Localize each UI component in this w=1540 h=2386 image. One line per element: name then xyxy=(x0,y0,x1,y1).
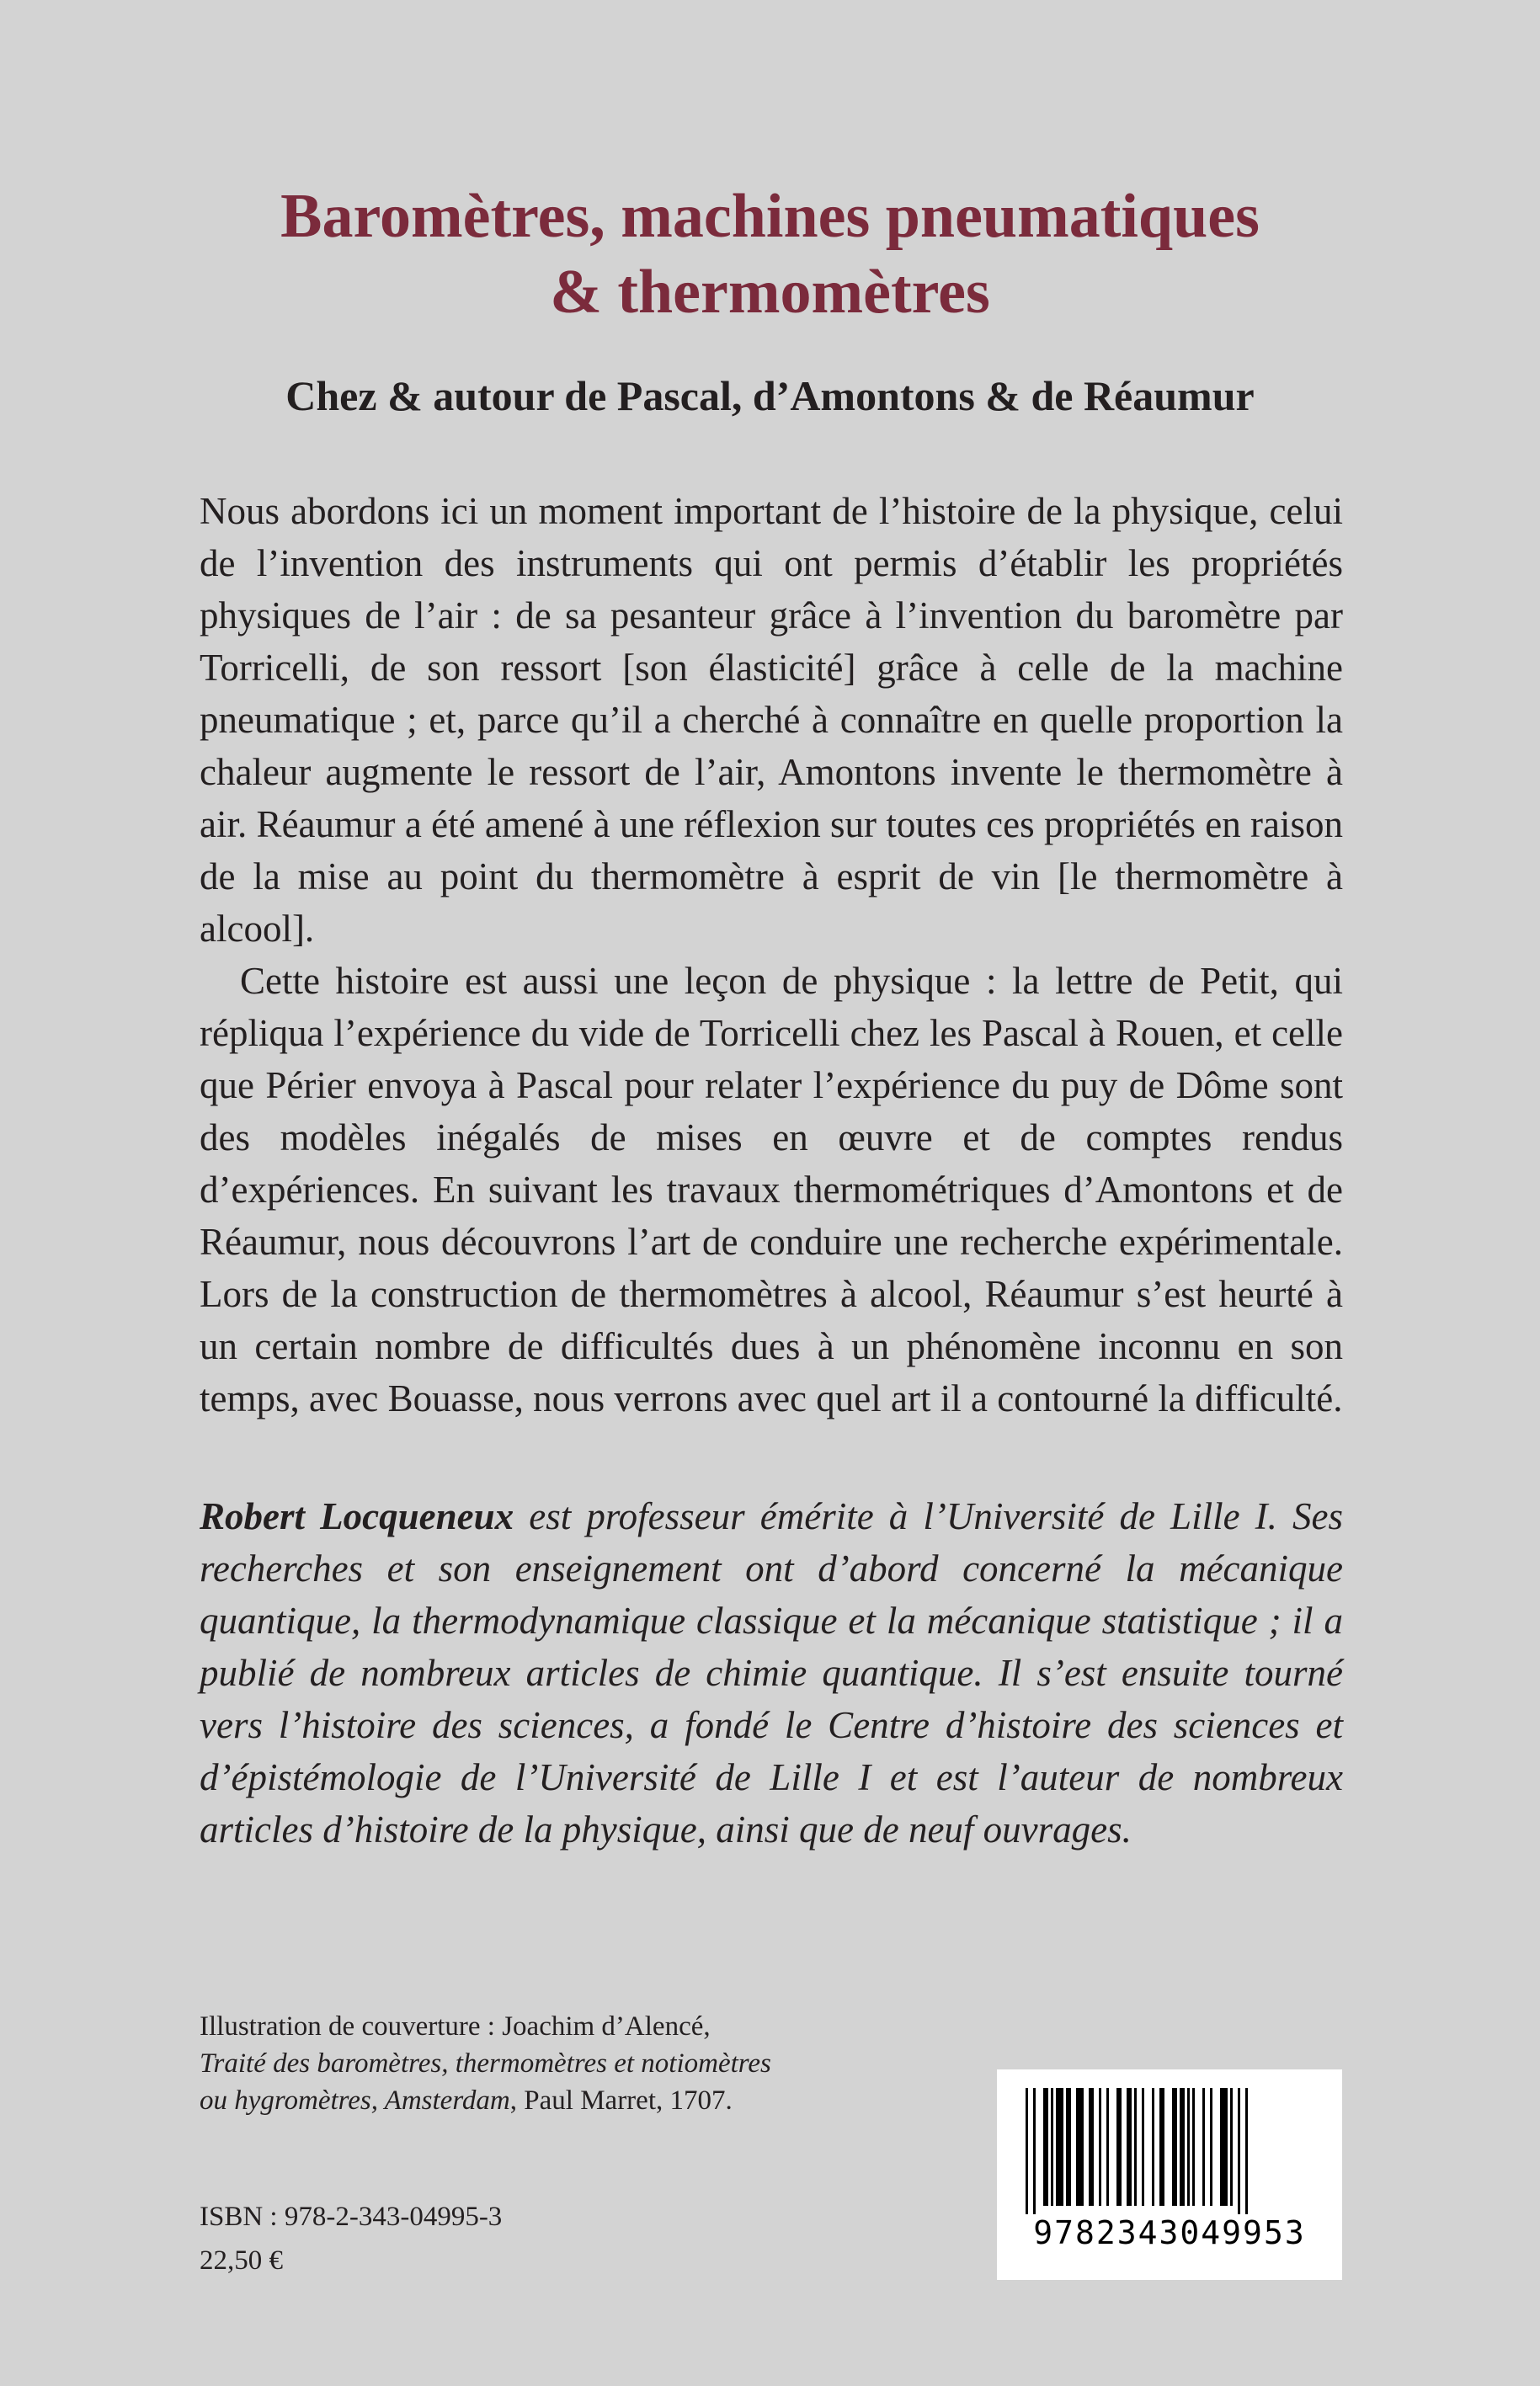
barcode-bar xyxy=(1127,2088,1132,2206)
title-line-1: Baromètres, machines pneumatiques xyxy=(280,182,1260,251)
barcode-bar xyxy=(1134,2088,1137,2206)
author-bio-text: est professeur émérite à l’Université de Lille I. Ses recherches et son enseignement ont d’abord concerné la mécanique quantique, la thermodynamique classique et la mécanique statistique ; il a publié de nombreux articles de chimie quantique. Il s’est ensuite tourné vers l’histoire des sciences, a fondé le Centre d’histoire des sciences et d’épistémologie de l’Université de Lille I et est l’auteur de nombreux articles d’histoire de la physique, ainsi que de neuf ouvrages. xyxy=(200,1495,1343,1851)
barcode-bar xyxy=(1202,2088,1205,2206)
barcode-bar xyxy=(1043,2088,1048,2206)
barcode-bar xyxy=(1033,2088,1036,2214)
barcode-bar xyxy=(1159,2088,1164,2206)
barcode-bar xyxy=(1026,2088,1028,2214)
barcode-bar xyxy=(1076,2088,1084,2206)
isbn: ISBN : 978-2-343-04995-3 xyxy=(200,2202,503,2232)
barcode-bar xyxy=(1152,2088,1154,2206)
barcode-bar xyxy=(1089,2088,1094,2206)
barcode-bar xyxy=(1245,2088,1248,2214)
barcode-bar xyxy=(1230,2088,1233,2206)
author-name: Robert Locqueneux xyxy=(200,1495,514,1537)
barcode-bar xyxy=(1180,2088,1185,2206)
barcode-bar xyxy=(1106,2088,1109,2206)
price: 22,50 € xyxy=(200,2245,283,2276)
blurb xyxy=(200,485,1343,1425)
barcode-bar xyxy=(1172,2088,1177,2206)
credit-line-1: Illustration de couverture : Joachim d’Alencé, xyxy=(200,2011,711,2042)
book-title xyxy=(126,178,1414,330)
barcode-bar xyxy=(1066,2088,1071,2206)
barcode-number: 9782343049953 xyxy=(1033,2214,1306,2251)
barcode-bar xyxy=(1099,2088,1101,2206)
credit-publisher: , Paul Marret, 1707. xyxy=(509,2085,733,2116)
credit-work-title-cont: ou hygromètres, Amsterdam xyxy=(200,2085,510,2116)
barcode-bar xyxy=(1187,2088,1190,2206)
author-bio xyxy=(200,1490,1343,1856)
barcode-bar xyxy=(1116,2088,1122,2206)
barcode-bar xyxy=(1220,2088,1228,2206)
barcode-bar xyxy=(1210,2088,1212,2206)
book-subtitle: Chez & autour de Pascal, d’Amontons & de Réaumur xyxy=(285,372,1255,419)
cover-illustration-credit xyxy=(200,2008,771,2119)
barcode xyxy=(997,2069,1342,2280)
barcode-bar xyxy=(1142,2088,1144,2206)
barcode-bar xyxy=(1238,2088,1240,2214)
barcode-bar xyxy=(1192,2088,1195,2206)
blurb-paragraph-2: Cette histoire est aussi une leçon de physique : la lettre de Petit, qui répliqua l’expérience du vide de Torricelli chez les Pascal à Rouen, et celle que Périer envoya à Pascal pour relater l’expérience du puy de Dôme sont des modèles inégalés de mises en œuvre et de comptes rendus d’expériences. En suivant les travaux thermométriques d’Amontons et de Réaumur, nous découvrons l’art de conduire une recherche expérimentale. Lors de la construction de thermomètres à alcool, Réaumur s’est heurté à un certain nombre de difficultés dues à un phénomène inconnu en son temps, avec Bouasse, nous verrons avec quel art il a contourné la difficulté. xyxy=(200,960,1343,1419)
barcode-bar xyxy=(1051,2088,1053,2206)
barcode-bar xyxy=(1056,2088,1063,2206)
blurb-paragraph-1: Nous abordons ici un moment important de l’histoire de la physique, celui de l’invention des instruments qui ont permis d’établir les propriétés physiques de l’air : de sa pesanteur grâce à l’invention du baromètre par Torricelli, de son ressort [son élasticité] grâce à celle de la machine pneumatique ; et, parce qu’il a cherché à connaître en quelle proportion la chaleur augmente le ressort de l’air, Amontons invente le thermomètre à air. Réaumur a été amené à une réflexion sur toutes ces propriétés en raison de la mise au point du thermomètre à esprit de vin [le thermomètre à alcool]. xyxy=(200,490,1343,950)
barcode-bars xyxy=(1022,2088,1317,2214)
title-line-2: & thermomètres xyxy=(550,258,990,327)
credit-work-title: Traité des baromètres, thermomètres et notiomètres xyxy=(200,2048,771,2079)
